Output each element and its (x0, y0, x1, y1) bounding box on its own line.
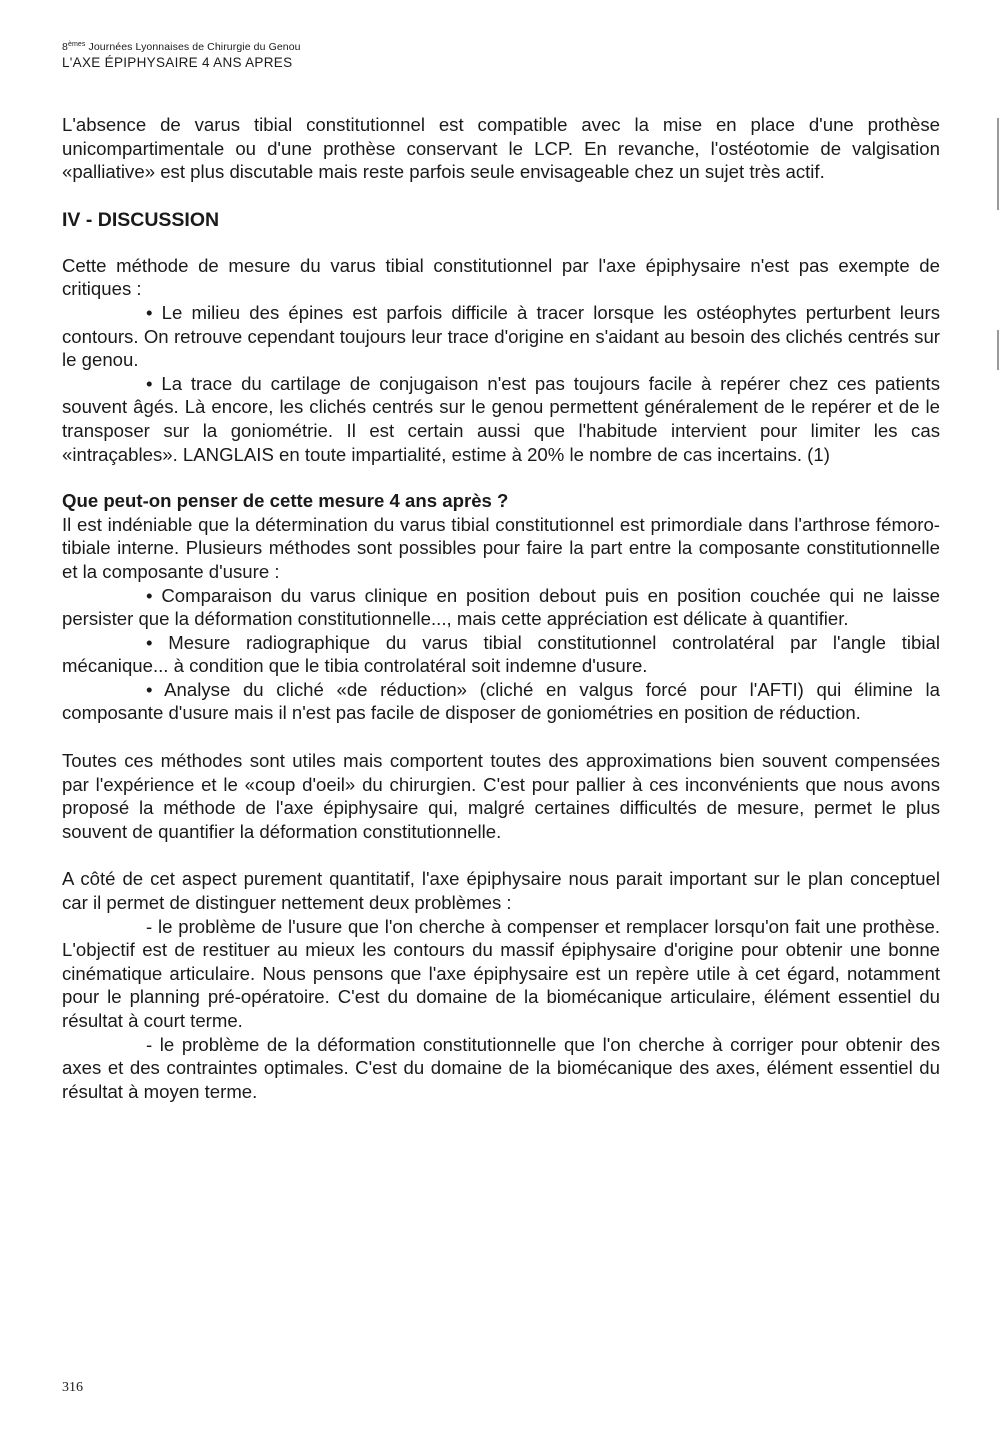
method-bullet: • Analyse du cliché «de réduction» (cliché en valgus forcé pour l'AFTI) qui élimine la composante d'usure mais il n'est pas facile de disposer de goniométries en position de réduction. (62, 678, 940, 724)
section-heading: IV - DISCUSSION (62, 208, 220, 231)
methods-paragraph: Toutes ces méthodes sont utiles mais comportent toutes des approximations bien souvent compensées par l'expérience et le «coup d'oeil» du chirurgien. C'est pour pallier à ces inconvénients que nous avons proposé la méthode de l'axe épiphysaire qui, malgré certaines difficultés de mesure, permet le plus souvent de quantifier la déformation constitutionnelle. (62, 750, 940, 842)
margin-mark (997, 118, 999, 210)
intro-paragraph: L'absence de varus tibial constitutionnel est compatible avec la mise en place d'une prothèse unicompartimentale ou d'une prothèse conservant le LCP. En revanche, l'ostéotomie de valgisation «palliative» est plus discutable mais reste parfois seule envisageable chez un sujet très actif. (62, 114, 940, 183)
problem-item: - le problème de l'usure que l'on cherche à compenser et remplacer lorsqu'on fait une prothèse. L'objectif est de restituer au mieux les contours du massif épiphysaire d'origine pour obtenir une bonne cinématique articulaire. Nous pensons que l'axe épiphysaire est un repère utile à cet égard, notamment pour le planning pré-opératoire. C'est du domaine de la biomécanique articulaire, élément essentiel du résultat à court terme. (62, 915, 940, 1031)
article-body (62, 113, 940, 1103)
method-bullet: • Mesure radiographique du varus tibial constitutionnel controlatéral par l'angle tibial mécanique... à condition que le tibia controlatéral soit indemne d'usure. (62, 631, 940, 677)
discussion-intro: Cette méthode de mesure du varus tibial constitutionnel par l'axe épiphysaire n'est pas exempte de critiques : (62, 254, 940, 300)
conference-series (62, 38, 762, 54)
method-bullet: • Comparaison du varus clinique en position debout puis en position couchée qui ne laisse persister que la déformation constitutionnelle..., mais cette appréciation est délicate à quantifier. (62, 584, 940, 630)
series-suffix: èmes (67, 41, 86, 48)
series-number: 8 (62, 41, 68, 53)
series-name: Journées Lyonnaises de Chirurgie du Genou (85, 41, 301, 53)
subsection-intro: Il est indéniable que la détermination du varus tibial constitutionnel est primordiale dans l'arthrose fémoro-tibiale interne. Plusieurs méthodes sont possibles pour faire la part entre la composante constitutionnelle et la composante d'usure : (62, 513, 940, 582)
running-header (62, 38, 762, 71)
page-number: 316 (62, 1380, 83, 1395)
discussion-bullet: • La trace du cartilage de conjugaison n'est pas toujours facile à repérer chez ces patients souvent âgés. Là encore, les clichés centrés sur le genou permettent généralement de le repérer et de le transposer sur la goniométrie. Il est certain aussi que l'habitude intervient pour limiter les cas «intraçables». LANGLAIS en toute impartialité, estime à 20% le nombre de cas incertains. (1) (62, 372, 940, 465)
problem-item: - le problème de la déformation constitutionnelle que l'on cherche à corriger pour obtenir des axes et des contraintes optimales. C'est du domaine de la biomécanique des axes, élément essentiel du résultat à moyen terme. (62, 1033, 940, 1102)
margin-mark (997, 330, 999, 370)
discussion-bullet: • Le milieu des épines est parfois difficile à tracer lorsque les ostéophytes perturbent leurs contours. On retrouve cependant toujours leur trace d'origine en s'aidant au besoin des clichés centrés sur le genou. (62, 301, 940, 371)
aspect-paragraph: A côté de cet aspect purement quantitatif, l'axe épiphysaire nous parait important sur le plan conceptuel car il permet de distinguer nettement deux problèmes : (62, 868, 940, 914)
subsection-heading: Que peut-on penser de cette mesure 4 ans après ? (62, 490, 509, 512)
article-title: L'AXE ÉPIPHYSAIRE 4 ANS APRES (62, 55, 293, 70)
